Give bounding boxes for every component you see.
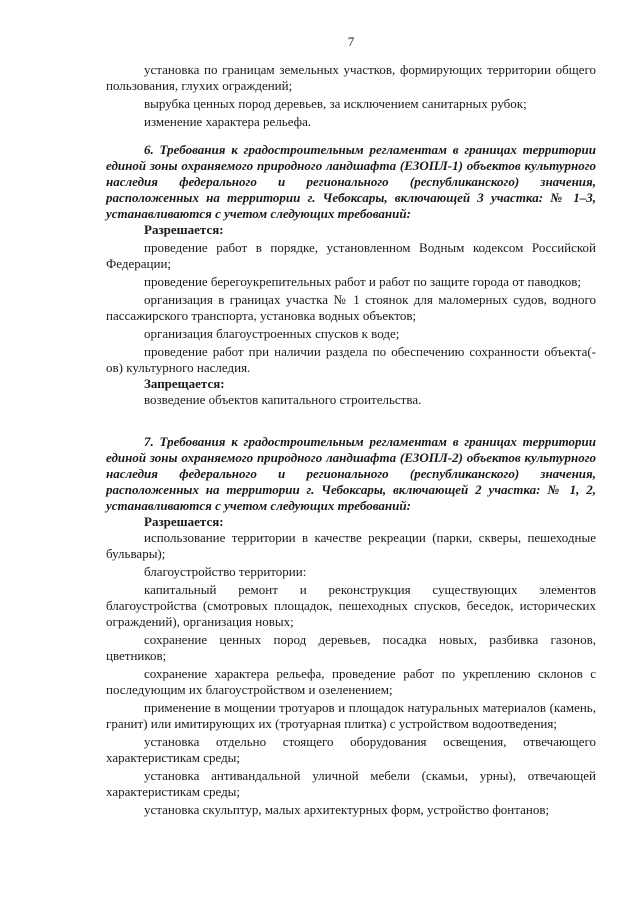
section-heading: 7. Требования к градостроительным регламентам в границах территории единой зоны охраняемого природного ландшафта (ЕЗОПЛ-2) объектов культурного наследия федерального и регионального (республиканского) значения, расположенных на территории г. Чебоксары, включающей 2 участка: № 1, 2, устанавливаются с учетом следующих требований: <box>106 434 596 513</box>
section-6 <box>106 142 596 408</box>
list-item: организация в границах участка № 1 стоянок для маломерных судов, водного пассажирского транспорта, установка водных объектов; <box>106 292 596 323</box>
list-item: благоустройство территории: <box>144 564 307 579</box>
list-item: установка по границам земельных участков, формирующих территории общего пользования, глухих ограждений; <box>106 62 596 93</box>
section-7 <box>106 434 596 818</box>
forbidden-label: Запрещается: <box>144 376 225 391</box>
list-item: проведение работ при наличии раздела по обеспечению сохранности объекта(-ов) культурного наследия. <box>106 344 596 375</box>
list-item: возведение объектов капитального строительства. <box>144 392 422 407</box>
list-item: вырубка ценных пород деревьев, за исключением санитарных рубок; <box>144 96 527 111</box>
allowed-label: Разрешается: <box>144 222 224 237</box>
list-item: установка отдельно стоящего оборудования освещения, отвечающего характеристикам среды; <box>106 734 596 765</box>
list-item: проведение берегоукрепительных работ и работ по защите города от паводков; <box>144 274 581 289</box>
list-item: использование территории в качестве рекреации (парки, скверы, пешеходные бульвары); <box>106 530 596 561</box>
section-heading: 6. Требования к градостроительным регламентам в границах территории единой зоны охраняемого природного ландшафта (ЕЗОПЛ-1) объектов культурного наследия федерального и регионального (республиканского) значения, расположенных на территории г. Чебоксары, включающей 3 участка: № 1–3, устанавливаются с учетом следующих требований: <box>106 142 596 221</box>
list-item: капитальный ремонт и реконструкция существующих элементов благоустройства (смотровых площадок, пешеходных спусков, беседок, исторических ограждений), организация новых; <box>106 582 596 629</box>
list-item: применение в мощении тротуаров и площадок натуральных материалов (камень, гранит) или имитирующих их (тротуарная плитка) с устройством водоотведения; <box>106 700 596 731</box>
list-item: изменение характера рельефа. <box>144 114 312 129</box>
list-item: установка антивандальной уличной мебели (скамьи, урны), отвечающей характеристикам среды; <box>106 768 596 799</box>
list-item: проведение работ в порядке, установленном Водным кодексом Российской Федерации; <box>106 240 596 271</box>
list-item: сохранение ценных пород деревьев, посадка новых, разбивка газонов, цветников; <box>106 632 596 663</box>
page-number: 7 <box>347 34 355 49</box>
top-items-block <box>106 62 596 130</box>
list-item: организация благоустроенных спусков к воде; <box>144 326 400 341</box>
list-item: сохранение характера рельефа, проведение работ по укреплению склонов с последующим их благоустройством и озеленением; <box>106 666 596 697</box>
allowed-label: Разрешается: <box>144 514 224 529</box>
list-item: установка скульптур, малых архитектурных форм, устройство фонтанов; <box>144 802 550 817</box>
